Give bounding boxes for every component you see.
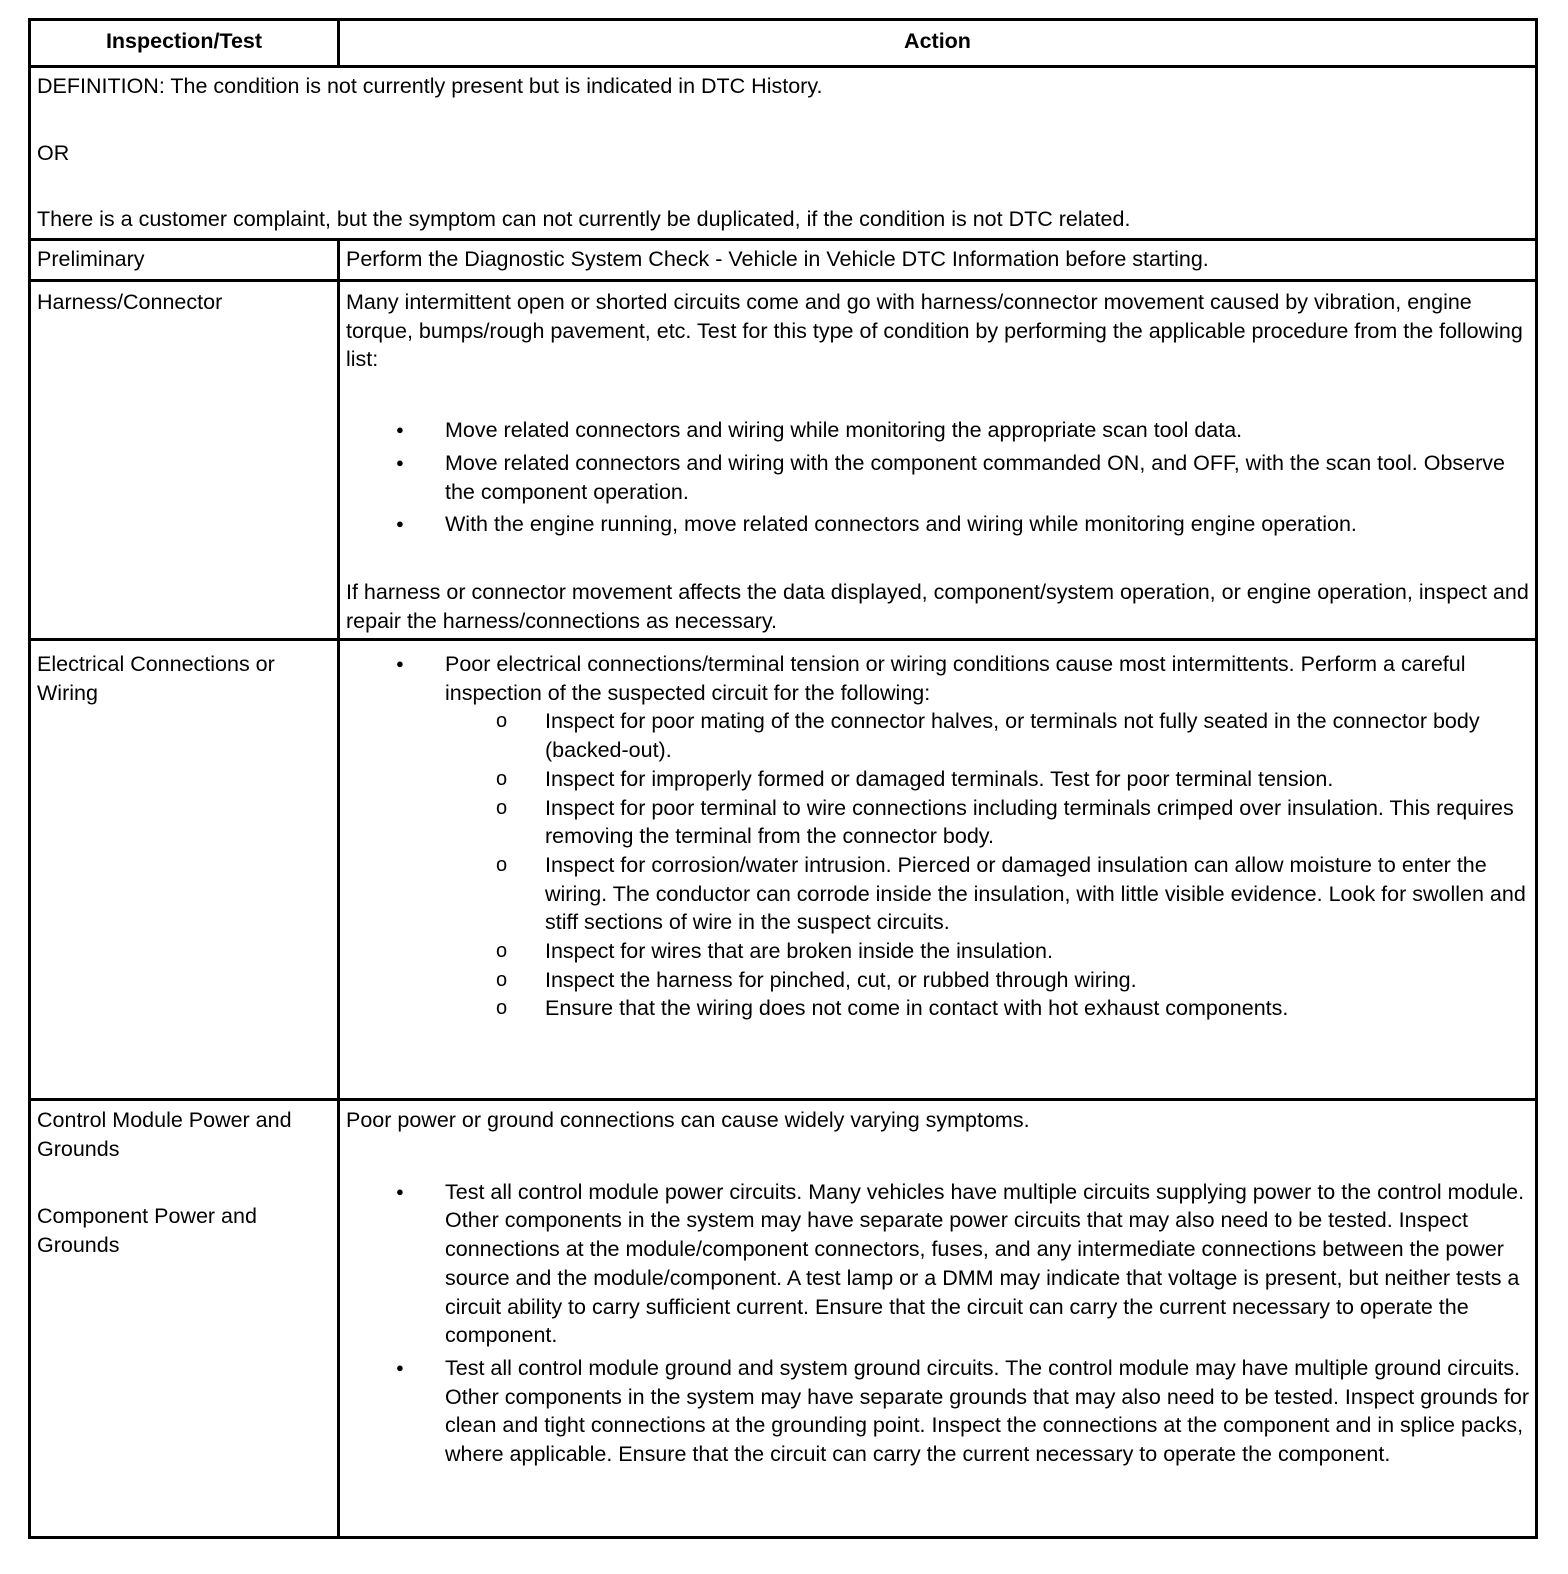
electrical-bullet-text: Poor electrical connections/terminal tension or wiring conditions cause most intermittents. Perform a careful inspection of the suspected circuit for the following:	[445, 652, 1466, 705]
harness-intro: Many intermittent open or shorted circuits come and go with harness/connector movement caused by vibration, engine torque, bumps/rough pavement, etc. Test for this type of condition by performing the applicable procedure from the following list:	[346, 290, 1523, 372]
power-bullet-list	[346, 1178, 1529, 1469]
list-item: o Inspect for wires that are broken inside the insulation.	[445, 937, 1529, 966]
definition-text: DEFINITION: The condition is not currently present but is indicated in DTC History.	[37, 74, 823, 98]
list-item: o Inspect for corrosion/water intrusion. Pierced or damaged insulation can allow moisture to enter the wiring. The conductor can corrode inside the insulation, with little visible evidence. Look for swollen and stiff sections of wire in the suspect circuits.	[445, 851, 1529, 937]
definition-cell	[30, 67, 1537, 240]
list-item: o Inspect for improperly formed or damaged terminals. Test for poor terminal tension.	[445, 765, 1529, 794]
header-row	[30, 20, 1537, 67]
header-action: Action	[339, 20, 1537, 67]
list-item: ● Test all control module power circuits. Many vehicles have multiple circuits supplying power to the control module. Other components in the system may have separate power circuits that may also need to be tested. Inspect connections at the module/component connectors, fuses, and any intermediate connections between the power source and the module/component. A test lamp or a DMM may indicate that voltage is present, but neither tests a circuit ability to carry sufficient current. Ensure that the circuit can carry the current necessary to operate the component.	[346, 1178, 1529, 1350]
inspection-table	[28, 18, 1538, 1539]
list-item: o Inspect the harness for pinched, cut, or rubbed through wiring.	[445, 966, 1529, 995]
power-label-module: Control Module Power and Grounds	[37, 1108, 292, 1161]
power-label-component: Component Power and Grounds	[37, 1204, 257, 1258]
list-item: ● Test all control module ground and system ground circuits. The control module may have multiple ground circuits. Other components in the system may have separate grounds that may also need to be tested. Inspect grounds for clean and tight connections at the grounding point. Inspect the connections at the component and in splice packs, where applicable. Ensure that the circuit can carry the current necessary to operate the component.	[346, 1354, 1529, 1469]
definition-complaint: There is a customer complaint, but the symptom can not currently be duplicated, if the condition is not DTC related.	[37, 207, 1131, 232]
preliminary-row	[30, 240, 1537, 281]
definition-row	[30, 67, 1537, 240]
harness-label: Harness/Connector	[30, 281, 339, 640]
power-label	[30, 1100, 339, 1538]
definition-or: OR	[37, 140, 70, 165]
list-item: o Inspect for poor mating of the connector halves, or terminals not fully seated in the connector body (backed-out).	[445, 707, 1529, 764]
power-intro: Poor power or ground connections can cause widely varying symptoms.	[346, 1108, 1030, 1132]
electrical-row	[30, 640, 1537, 1100]
electrical-label: Electrical Connections or Wiring	[30, 640, 339, 1100]
preliminary-label: Preliminary	[30, 240, 339, 281]
list-item: ● Move related connectors and wiring while monitoring the appropriate scan tool data.	[346, 416, 1529, 445]
header-inspection: Inspection/Test	[30, 20, 339, 67]
list-item: o Inspect for poor terminal to wire connections including terminals crimped over insulation. This requires removing the terminal from the connector body.	[445, 794, 1529, 851]
harness-outro: If harness or connector movement affects the data displayed, component/system operation, or engine operation, inspect and repair the harness/connections as necessary.	[346, 579, 1529, 633]
list-item: o Ensure that the wiring does not come in contact with hot exhaust components.	[445, 994, 1529, 1023]
electrical-sub-list	[445, 707, 1529, 1023]
list-item	[346, 650, 1529, 1023]
harness-action	[339, 281, 1537, 640]
harness-bullet-list	[346, 416, 1529, 539]
list-item: ● With the engine running, move related connectors and wiring while monitoring engine operation.	[346, 510, 1529, 539]
list-item: ● Move related connectors and wiring with the component commanded ON, and OFF, with the scan tool. Observe the component operation.	[346, 449, 1529, 506]
power-action	[339, 1100, 1537, 1538]
harness-row	[30, 281, 1537, 640]
power-row	[30, 1100, 1537, 1538]
electrical-action	[339, 640, 1537, 1100]
electrical-bullet-list	[346, 650, 1529, 1023]
preliminary-action: Perform the Diagnostic System Check - Vehicle in Vehicle DTC Information before starting.	[339, 240, 1537, 281]
